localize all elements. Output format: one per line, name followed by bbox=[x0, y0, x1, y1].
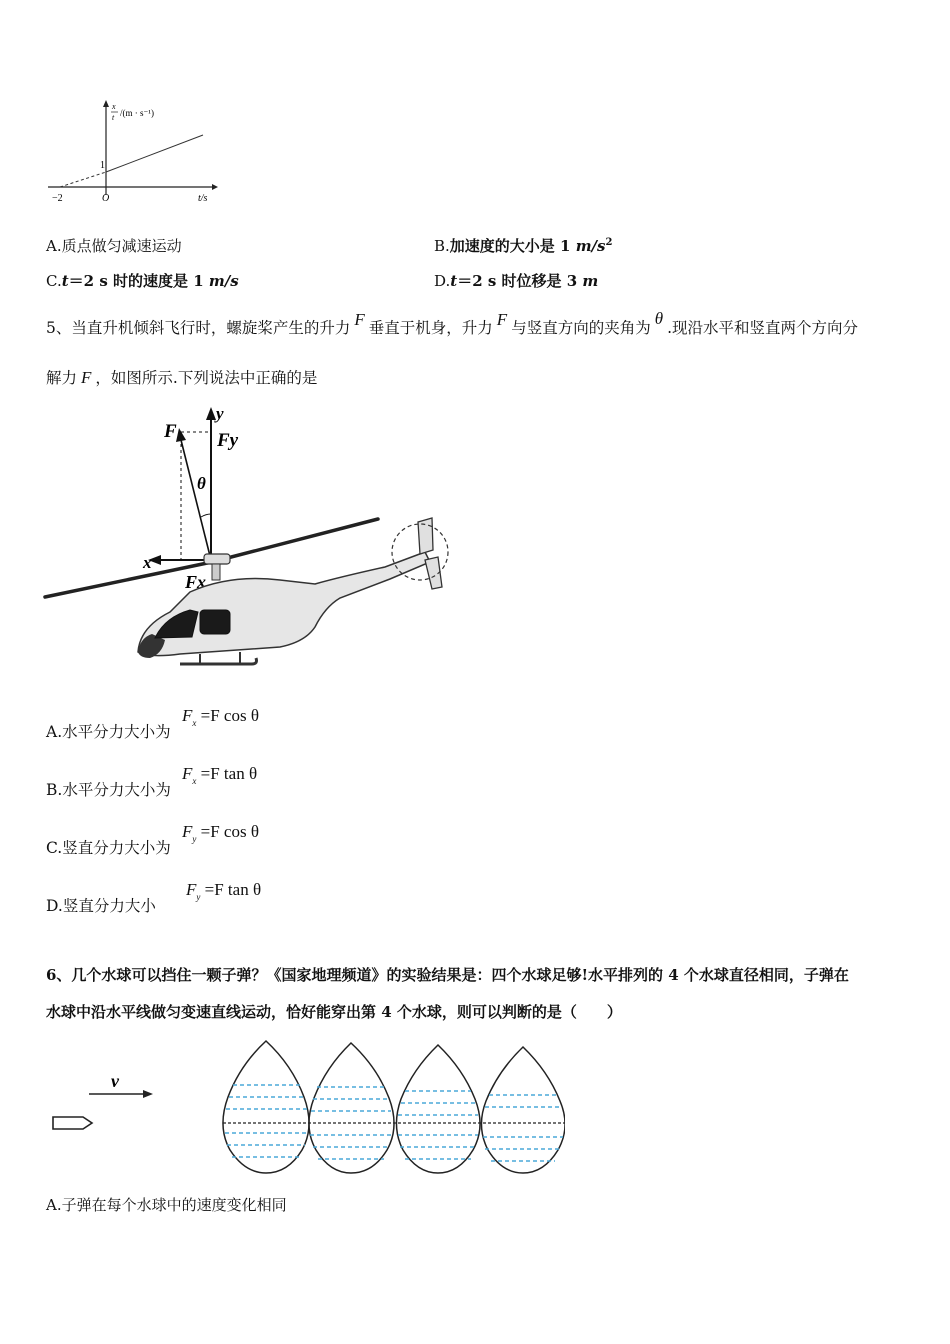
water-ball-3 bbox=[396, 1045, 480, 1173]
velocity-time-graph bbox=[40, 95, 230, 215]
water-ball-4 bbox=[481, 1047, 565, 1173]
angle-arc bbox=[201, 514, 211, 517]
tail-fin-bottom bbox=[425, 557, 442, 589]
q5-option-d-formula: $F_y =F$ tan θ bbox=[186, 880, 262, 902]
velocity-arrow-head bbox=[143, 1090, 153, 1098]
label-f: F bbox=[164, 421, 177, 442]
q4-option-a: A.质点做匀减速运动 bbox=[46, 237, 182, 255]
q4-option-c: C.t＝2 s 时的速度是 1 m/s bbox=[46, 272, 239, 290]
q6-stem-line1: 6、几个水球可以挡住一颗子弹？《国家地理频道》的实验结果是：四个水球足够!水平排列的 4 个水球直径相同，子弹在 bbox=[46, 966, 849, 984]
x-axis-arrow bbox=[212, 184, 218, 190]
side-window bbox=[200, 610, 230, 634]
rotor-mast bbox=[212, 564, 220, 580]
q5-stem-line2: 解力 F ，如图所示.下列说法中正确的是 bbox=[46, 368, 318, 387]
velocity-label: v bbox=[111, 1071, 119, 1091]
origin-label: O bbox=[102, 193, 110, 204]
water-ball-2 bbox=[309, 1043, 394, 1173]
label-fy: Fy bbox=[217, 430, 239, 451]
label-fx: Fx bbox=[185, 572, 207, 592]
data-line bbox=[106, 135, 203, 172]
q6-stem-line2: 水球中沿水平线做匀变速直线运动，恰好能穿出第 4 个水球，则可以判断的是（ ） bbox=[46, 1003, 622, 1021]
x-label: t/s bbox=[198, 193, 208, 204]
extrapolated-line bbox=[60, 172, 106, 187]
intercept-label: 1 bbox=[100, 160, 105, 171]
q5-option-b-formula: $F_x =F$ tan θ bbox=[182, 764, 258, 786]
water-balls-figure bbox=[45, 1035, 565, 1180]
q4-option-b: B.加速度的大小是 1 $m/s^2$ bbox=[434, 237, 613, 255]
label-x: x bbox=[143, 553, 152, 572]
y-axis-arrow bbox=[103, 100, 109, 107]
y-label-den: t bbox=[112, 113, 115, 122]
q5-option-b: B.水平分力大小为 bbox=[46, 781, 171, 799]
landing-skid bbox=[180, 658, 257, 664]
q5-option-c: C.竖直分力大小为 bbox=[46, 839, 171, 857]
y-label-unit: /(m · s⁻¹) bbox=[120, 108, 154, 118]
y-axis-arrow bbox=[206, 407, 216, 420]
q5-option-a-formula: $F_x =F$ cos θ bbox=[182, 706, 259, 728]
rotor-hub bbox=[204, 554, 230, 564]
y-label-num: x bbox=[112, 102, 116, 111]
rotor-blade-right bbox=[212, 519, 378, 562]
q6-option-a: A.子弹在每个水球中的速度变化相同 bbox=[46, 1196, 287, 1214]
q5-option-a: A.水平分力大小为 bbox=[46, 723, 171, 741]
bullet bbox=[53, 1117, 92, 1129]
label-y: y bbox=[216, 404, 224, 423]
q5-stem-line1: 5、当直升机倾斜飞行时，螺旋桨产生的升力 F 垂直于机身，升力 F 与竖直方向的夹角为 θ .现沿水平和竖直两个方向分 bbox=[46, 309, 858, 337]
helicopter-figure bbox=[40, 402, 460, 677]
water-ball-1 bbox=[223, 1041, 309, 1173]
neg-tick-label: −2 bbox=[52, 193, 63, 204]
q5-option-c-formula: $F_y =F$ cos θ bbox=[182, 822, 259, 844]
force-f-vector bbox=[181, 440, 211, 560]
tail-fin-top bbox=[418, 518, 433, 554]
q5-option-d: D.竖直分力大小 bbox=[46, 897, 156, 915]
q4-option-d: D.t＝2 s 时位移是 3 m bbox=[434, 272, 599, 290]
label-theta: θ bbox=[197, 474, 206, 493]
